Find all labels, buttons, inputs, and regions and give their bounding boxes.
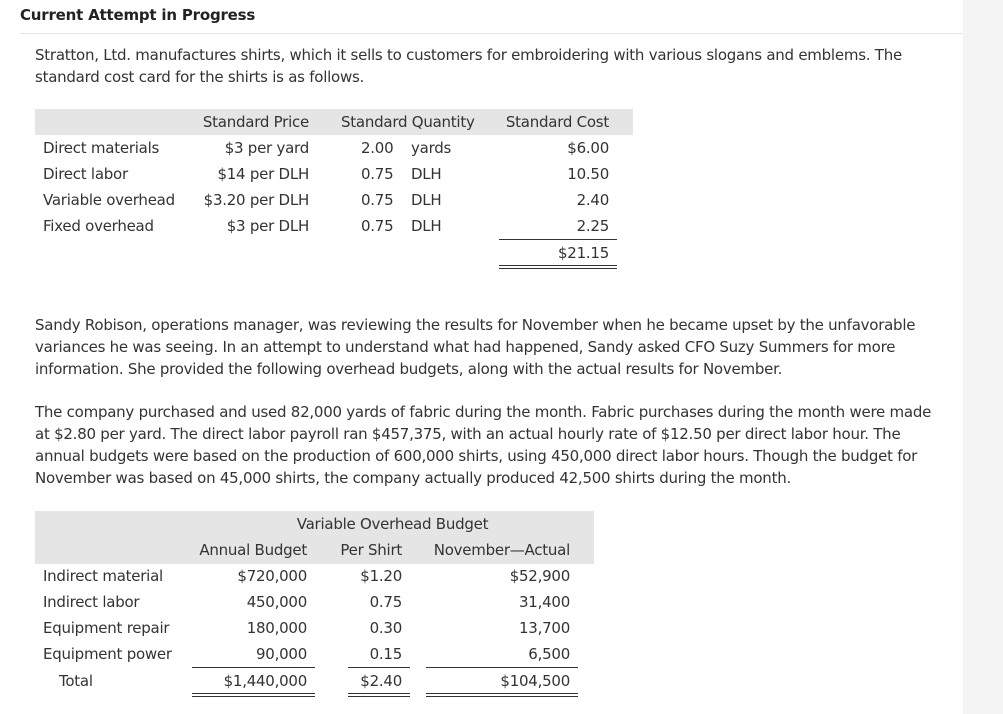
annual-budget: 450,000 <box>246 593 307 611</box>
qty-unit: DLH <box>411 165 442 183</box>
total-double-rule <box>499 265 617 269</box>
standard-qty: 0.75 <box>361 165 394 183</box>
row-label: Indirect material <box>43 567 163 585</box>
header-divider <box>20 33 963 34</box>
row-label: Indirect labor <box>43 593 140 611</box>
november-actual: 6,500 <box>528 645 570 663</box>
annual-budget-total: $1,440,000 <box>223 672 307 690</box>
per-shirt: 0.15 <box>369 645 402 663</box>
standard-price: $3.20 per DLH <box>203 191 309 209</box>
per-shirt: 0.75 <box>369 593 402 611</box>
standard-cost-total: $21.15 <box>558 244 609 262</box>
per-shirt-total-double-rule <box>348 693 410 697</box>
qty-unit: yards <box>411 139 452 157</box>
annual-budget: 90,000 <box>256 645 307 663</box>
annual-subtotal-rule <box>192 667 315 668</box>
annual-budget: 180,000 <box>246 619 307 637</box>
november-actual: $52,900 <box>509 567 570 585</box>
col-header-standard-price: Standard Price <box>202 113 309 131</box>
november-actual: 31,400 <box>519 593 570 611</box>
context-paragraph: Sandy Robison, operations manager, was reviewing the results for November when he became upset by the unfavorable variances he was seeing. In an attempt to understand what had happened, Sandy asked CFO Suzy Summers for more information. She provided the following overhead budgets, along with the actual results for November. <box>35 316 916 378</box>
standard-cost: $6.00 <box>567 139 609 157</box>
actual-total-double-rule <box>426 693 578 697</box>
col-header-november-actual: November—Actual <box>433 541 570 559</box>
november-actual-total: $104,500 <box>500 672 570 690</box>
per-shirt: $1.20 <box>360 567 402 585</box>
row-label: Direct materials <box>43 139 160 157</box>
standard-cost: 10.50 <box>567 165 609 183</box>
annual-total-double-rule <box>192 693 315 697</box>
row-label: Equipment repair <box>43 619 170 637</box>
page-gutter <box>963 0 1003 714</box>
subtotal-rule <box>499 239 617 240</box>
per-shirt: 0.30 <box>369 619 402 637</box>
col-header-standard-quantity: Standard Quantity <box>341 113 475 131</box>
row-label: Variable overhead <box>43 191 175 209</box>
november-actual: 13,700 <box>519 619 570 637</box>
col-header-per-shirt: Per Shirt <box>340 541 402 559</box>
table-title: Variable Overhead Budget <box>296 515 489 533</box>
standard-qty: 0.75 <box>361 191 394 209</box>
per-shirt-total: $2.40 <box>360 672 402 690</box>
row-label: Equipment power <box>43 645 172 663</box>
total-label: Total <box>59 672 93 690</box>
qty-unit: DLH <box>411 217 442 235</box>
standard-qty: 2.00 <box>361 139 394 157</box>
per-shirt-subtotal-rule <box>348 667 410 668</box>
col-header-standard-cost: Standard Cost <box>505 113 609 131</box>
intro-paragraph: Stratton, Ltd. manufactures shirts, which it sells to customers for embroidering with various slogans and emblems. The standard cost card for the shirts is as follows. <box>35 46 902 86</box>
standard-qty: 0.75 <box>361 217 394 235</box>
row-label: Direct labor <box>43 165 128 183</box>
row-label: Fixed overhead <box>43 217 154 235</box>
standard-cost: 2.25 <box>576 217 609 235</box>
page-title: Current Attempt in Progress <box>20 6 256 24</box>
standard-price: $14 per DLH <box>217 165 309 183</box>
standard-cost: 2.40 <box>576 191 609 209</box>
standard-price: $3 per yard <box>224 139 309 157</box>
annual-budget: $720,000 <box>237 567 307 585</box>
standard-price: $3 per DLH <box>226 217 309 235</box>
col-header-annual-budget: Annual Budget <box>199 541 307 559</box>
actual-results-paragraph: The company purchased and used 82,000 yards of fabric during the month. Fabric purchases during the month were made at $2.80 per yard. The direct labor payroll ran $457,375, with an actual hourly rate of $12.50 per direct labor hour. The annual budgets were based on the production of 600,000 shirts, using 450,000 direct labor hours. Though the budget for November was based on 45,000 shirts, the company actually produced 42,500 shirts during the month. <box>35 403 932 487</box>
actual-subtotal-rule <box>426 667 578 668</box>
qty-unit: DLH <box>411 191 442 209</box>
